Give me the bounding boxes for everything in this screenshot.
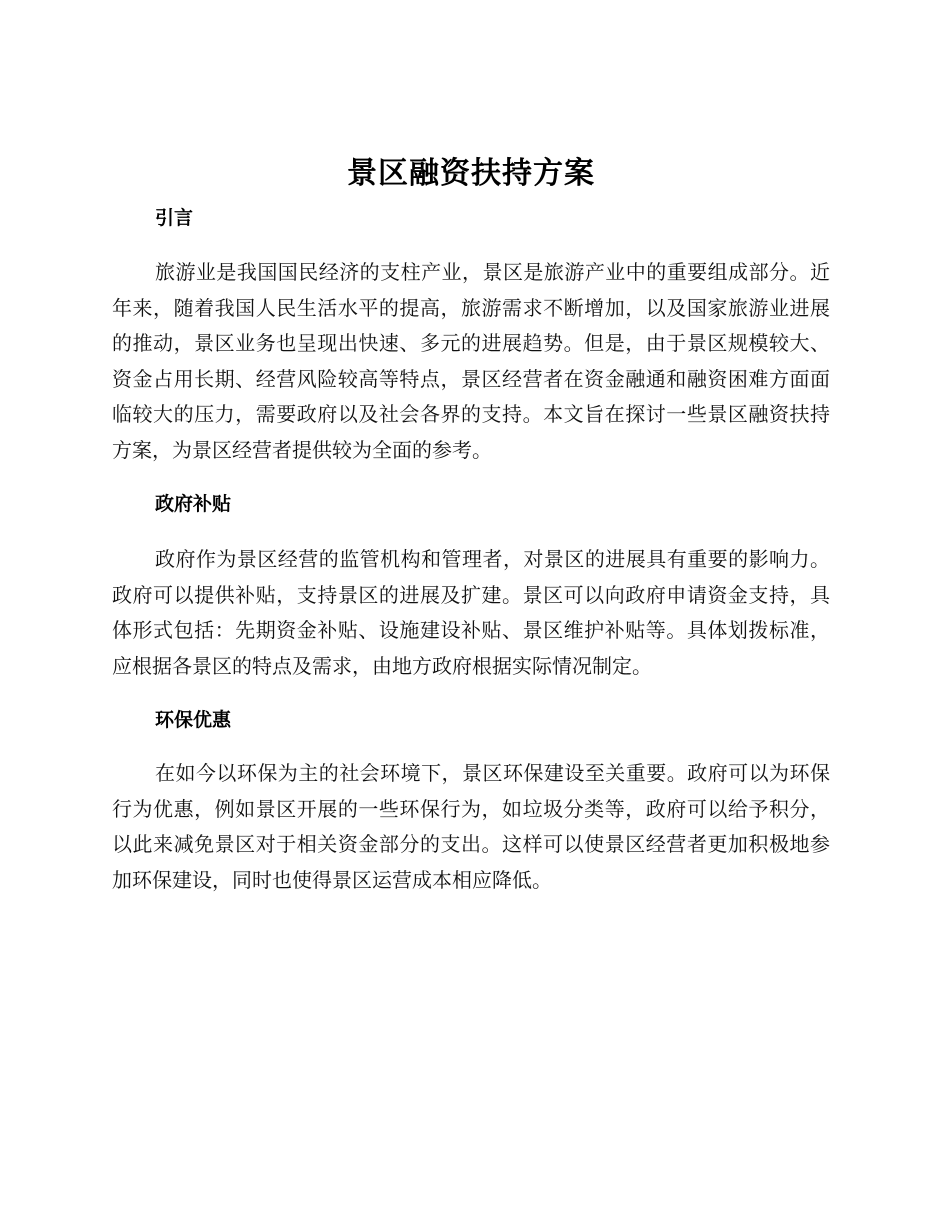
document-page — [112, 148, 830, 898]
section-paragraph-environmental-incentive: 在如今以环保为主的社会环境下，景区环保建设至关重要。政府可以为环保行为优惠，例如景区开展的一些环保行为，如垃圾分类等，政府可以给予积分，以此来减免景区对于相关资金部分的支出。这样可以使景区经营者更加积极地参加环保建设，同时也使得景区运营成本相应降低。 — [112, 761, 830, 892]
section-heading-introduction: 引言 — [155, 207, 194, 229]
section-heading-government-subsidy: 政府补贴 — [155, 493, 232, 515]
document-title: 景区融资扶持方案 — [347, 156, 595, 191]
section-paragraph-government-subsidy: 政府作为景区经营的监管机构和管理者，对景区的进展具有重要的影响力。政府可以提供补贴，支持景区的进展及扩建。景区可以向政府申请资金支持，具体形式包括：先期资金补贴、设施建设补贴、景区维护补贴等。具体划拨标准，应根据各景区的特点及需求，由地方政府根据实际情况制定。 — [112, 547, 830, 678]
section-heading-environmental-incentive: 环保优惠 — [155, 709, 232, 731]
section-paragraph-introduction: 旅游业是我国国民经济的支柱产业，景区是旅游产业中的重要组成部分。近年来，随着我国人民生活水平的提高，旅游需求不断增加，以及国家旅游业进展的推动，景区业务也呈现出快速、多元的进展趋势。但是，由于景区规模较大、资金占用长期、经营风险较高等特点，景区经营者在资金融通和融资困难方面面临较大的压力，需要政府以及社会各界的支持。本文旨在探讨一些景区融资扶持方案，为景区经营者提供较为全面的参考。 — [112, 260, 830, 462]
